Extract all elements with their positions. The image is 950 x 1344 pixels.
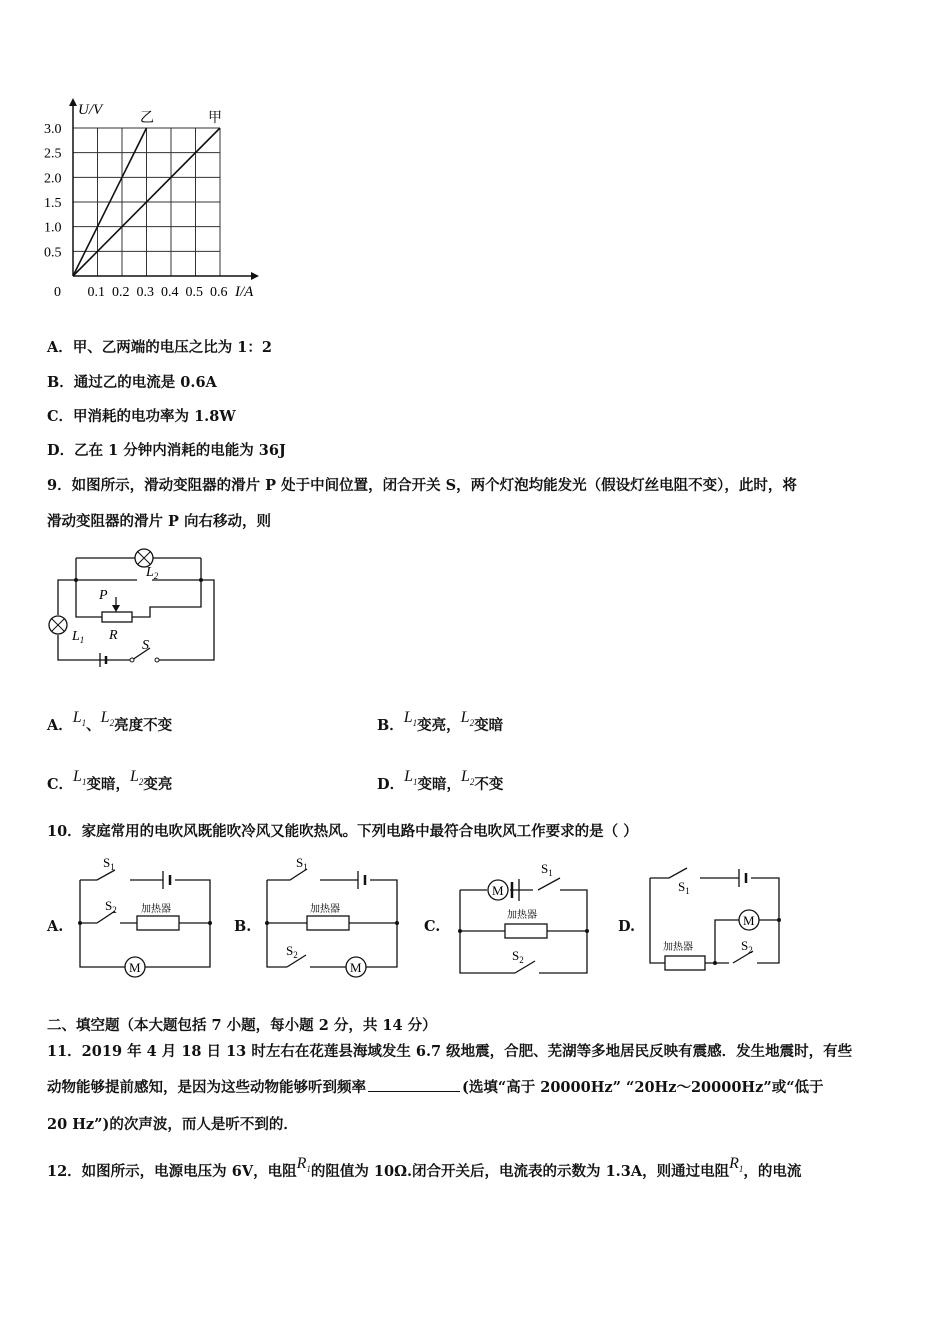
y-tick-label: 3.0 <box>44 122 62 137</box>
x-axis-arrow <box>251 272 259 280</box>
q8-option-b: B．通过乙的电流是 0.6A <box>47 374 217 391</box>
lamp-l1-icon <box>49 616 67 634</box>
q11-line2: 动物能够提前感知，是因为这些动物能够听到频率 (选填“高于 20000Hz” “20Hz～20000Hz”或“低于 <box>47 1079 824 1096</box>
x-tick-label: 0.5 <box>185 285 203 300</box>
svg-text:加热器: 加热器 <box>507 910 537 921</box>
q9-stem-line2: 滑动变阻器的滑片 P 向右移动，则 <box>47 513 271 530</box>
y-axis-arrow <box>69 98 77 106</box>
svg-text:S: S <box>142 638 149 653</box>
q10-circuit-b <box>262 855 402 975</box>
x-tick-label: 0.3 <box>136 285 154 300</box>
line-label-jia: 甲 <box>208 111 222 126</box>
q12-stem: 12．如图所示，电源电压为 6V，电阻$R_1$的阻值为 10Ω.闭合开关后，电流表的示数为 1.3A，则通过电阻$R_1$，的电流 <box>47 1155 802 1180</box>
q9-option-d: D．$L_1$变暗，$L_2$不变 <box>377 768 504 793</box>
svg-text:加热器: 加热器 <box>310 904 340 915</box>
svg-text:S2: $S_2$ <box>512 948 524 965</box>
svg-text:S1: $S_1$ <box>678 879 690 896</box>
q8-option-d: D．乙在 1 分钟内消耗的电能为 36J <box>47 442 286 459</box>
q11-answer-blank[interactable] <box>368 1077 460 1092</box>
svg-text:S2: $S_2$ <box>741 938 753 955</box>
svg-text:L2: $L_2$ <box>146 565 159 581</box>
q10-stem: 10．家庭常用的电吹风既能吹冷风又能吹热风。下列电路中最符合电吹风工作要求的是（ ） <box>47 823 638 840</box>
y-tick-label: 1.0 <box>44 220 62 236</box>
svg-text:S1: $S_1$ <box>103 855 115 872</box>
svg-text:M: M <box>743 913 755 928</box>
q10-circuit-c <box>455 858 595 988</box>
y-tick-label: 2.5 <box>44 146 62 162</box>
q9-stem-line1: 9．如图所示，滑动变阻器的滑片 P 处于中间位置，闭合开关 S，两个灯泡均能发光（假设灯丝电阻不变），此时，将 <box>47 477 797 494</box>
svg-text:M: M <box>350 960 362 975</box>
svg-text:加热器: 加热器 <box>141 904 171 915</box>
q10-label-a: A. <box>47 918 64 935</box>
svg-text:S1: $S_1$ <box>541 861 553 878</box>
svg-text:S1: $S_1$ <box>296 855 308 872</box>
q10-label-b: B. <box>234 918 252 935</box>
q9-option-a: A．$L_1$、$L_2$亮度不变 <box>47 709 173 734</box>
q10-circuit-a <box>75 855 215 975</box>
svg-text:M: M <box>129 960 141 975</box>
y-tick-label: 1.5 <box>44 196 62 211</box>
svg-text:M: M <box>492 883 504 898</box>
x-tick-label: 0.6 <box>210 285 228 300</box>
q11-line1: 11．2019 年 4 月 18 日 13 时左右在花莲县海域发生 6.7 级地震，合肥、芜湖等多地居民反映有震感．发生地震时，有些 <box>47 1043 853 1060</box>
y-axis-label: U/V <box>78 102 103 118</box>
svg-text:S2: $S_2$ <box>105 898 117 915</box>
svg-text:S2: $S_2$ <box>286 943 298 960</box>
q10-label-c: C. <box>424 918 441 935</box>
origin-label: 0 <box>54 285 61 300</box>
q10-circuit-d <box>645 858 795 978</box>
x-tick-label: 0.2 <box>112 285 130 300</box>
svg-text:L1: $L_1$ <box>72 629 85 645</box>
line-label-yi: 乙 <box>140 111 154 126</box>
x-tick-label: 0.1 <box>87 285 105 300</box>
u-i-graph <box>40 98 270 298</box>
svg-text:P: P <box>99 588 108 603</box>
y-tick-label: 2.0 <box>44 171 62 187</box>
q8-option-a: A．甲、乙两端的电压之比为 1：2 <box>47 339 272 356</box>
svg-text:加热器: 加热器 <box>663 942 693 953</box>
y-tick-label: 0.5 <box>44 245 62 261</box>
q9-option-b: B．$L_1$变亮，$L_2$变暗 <box>377 709 504 734</box>
q9-circuit <box>42 545 232 675</box>
q10-label-d: D. <box>618 918 636 935</box>
x-axis-label: I/A <box>235 284 254 300</box>
x-tick-label: 0.4 <box>161 285 179 300</box>
svg-text:R: R <box>109 628 118 643</box>
q8-option-c: C．甲消耗的电功率为 1.8W <box>47 408 236 425</box>
q11-line3: 20 Hz”)的次声波，而人是听不到的． <box>47 1116 298 1133</box>
section-2-title: 二、填空题（本大题包括 7 小题，每小题 2 分，共 14 分） <box>47 1017 437 1034</box>
q9-option-c: C．$L_1$变暗，$L_2$变亮 <box>47 768 173 793</box>
